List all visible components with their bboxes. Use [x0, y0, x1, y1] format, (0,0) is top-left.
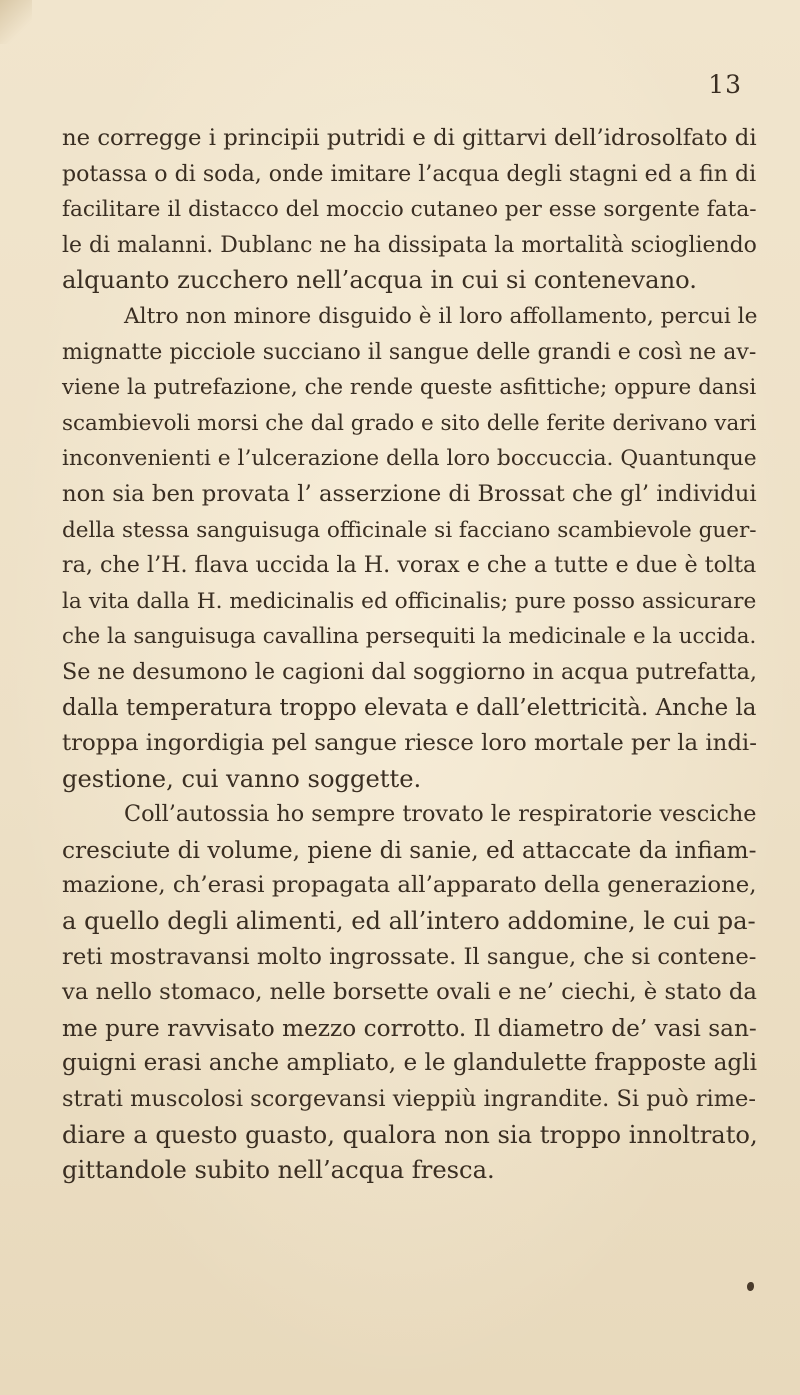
text-line: cresciute di volume, piene di sanie, ed attaccate da infiam-	[62, 836, 757, 864]
text-line: viene la putrefazione, che rende queste asfittiche; oppure dansi	[62, 375, 757, 401]
text-line: me pure ravvisato mezzo corrotto. Il diametro de’ vasi san-	[62, 1014, 757, 1042]
text-line: la vita dalla H. medicinalis ed officinalis; pure posso assicurare	[62, 588, 757, 614]
text-line: gestione, cui vanno soggette.	[62, 764, 422, 793]
text-line: le di malanni. Dublanc ne ha dissipata la mortalità sciogliendo	[62, 232, 757, 258]
text-line: dalla temperatura troppo elevata e dall’elettricità. Anche la	[62, 694, 757, 721]
text-line: inconvenienti e l’ulcerazione della loro boccuccia. Quantunque	[62, 446, 757, 472]
text-line: diare a questo guasto, qualora non sia troppo innoltrato,	[62, 1120, 758, 1149]
text-line: alquanto zucchero nell’acqua in cui si contenevano.	[62, 266, 697, 295]
text-line: gittandole subito nell’acqua fresca.	[62, 1156, 495, 1185]
ink-speck	[747, 1282, 754, 1291]
text-line: potassa o di soda, onde imitare l’acqua degli stagni ed a fin di	[62, 161, 757, 187]
text-line: strati muscolosi scorgevansi vieppiù ingrandite. Si può rime-	[62, 1086, 756, 1113]
text-line: Se ne desumono le cagioni dal soggiorno in acqua putrefatta,	[62, 658, 757, 685]
text-line: della stessa sanguisuga officinale si facciano scambievole guer-	[62, 517, 757, 543]
paragraph-start-line: Altro non minore disguido è il loro affollamento, percui le	[124, 303, 758, 329]
text-line: va nello stomaco, nelle borsette ovali e ne’ ciechi, è stato da	[62, 979, 757, 1006]
body-text	[62, 121, 760, 1189]
text-line: facilitare il distacco del moccio cutaneo per esse sorgente fata-	[62, 197, 757, 223]
text-line: guigni erasi anche ampliato, e le glandulette frapposte agli	[62, 1050, 757, 1077]
text-line: che la sanguisuga cavallina persequiti la medicinale e la uccida.	[62, 624, 757, 650]
text-line: mazione, ch’erasi propagata all’apparato della generazione,	[62, 872, 757, 899]
text-line: ra, che l’H. flava uccida la H. vorax e che a tutte e due è tolta	[62, 552, 757, 579]
text-line: scambievoli morsi che dal grado e sito delle ferite derivano vari	[62, 410, 757, 436]
paragraph-start-line: Coll’autossia ho sempre trovato le respiratorie vesciche	[124, 801, 757, 828]
text-line: reti mostravansi molto ingrossate. Il sangue, che si contene-	[62, 943, 757, 970]
text-line: a quello degli alimenti, ed all’intero addomine, le cui pa-	[62, 907, 756, 936]
text-line: non sia ben provata l’ asserzione di Brossat che gl’ individui	[62, 480, 757, 507]
text-line: troppa ingordigia pel sangue riesce loro mortale per la indi-	[62, 730, 757, 757]
text-line: ne corregge i principii putridi e di gittarvi dell’idrosolfato di	[62, 125, 757, 151]
text-line: mignatte picciole succiano il sangue delle grandi e così ne av-	[62, 339, 757, 365]
page-number: 13	[708, 70, 742, 99]
page-corner-shadow	[0, 0, 32, 44]
